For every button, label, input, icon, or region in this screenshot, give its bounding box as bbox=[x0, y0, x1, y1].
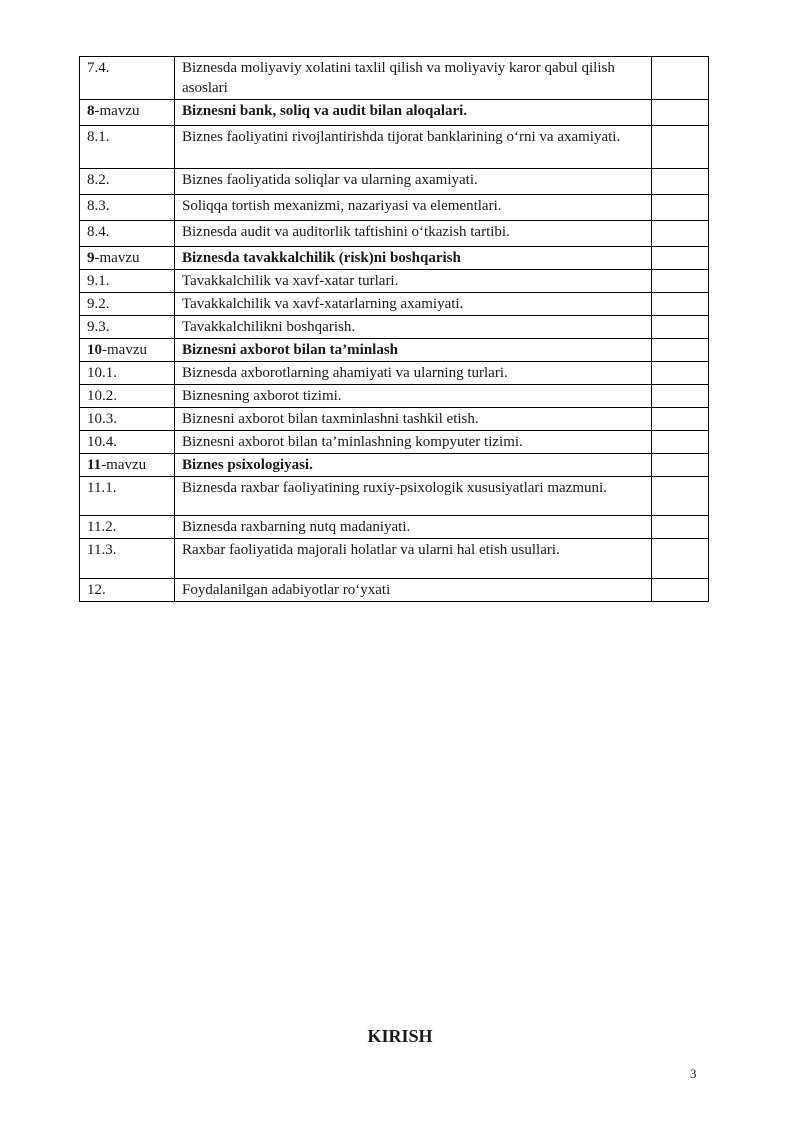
item-number: 11.3. bbox=[80, 539, 175, 579]
item-page bbox=[652, 362, 709, 385]
section-number-suffix: -mavzu bbox=[94, 103, 140, 119]
item-title: Soliqqa tortish mexanizmi, nazariyasi va elementlari. bbox=[175, 195, 652, 221]
section-row bbox=[80, 100, 709, 126]
item-number: 10.3. bbox=[80, 408, 175, 431]
section-row bbox=[80, 247, 709, 270]
section-number-suffix: -mavzu bbox=[102, 342, 147, 358]
section-heading: KIRISH bbox=[367, 1026, 433, 1046]
item-title: Tavakkalchilikni boshqarish. bbox=[175, 316, 652, 339]
item-page bbox=[652, 195, 709, 221]
item-number: 11.1. bbox=[80, 477, 175, 516]
table-row bbox=[80, 408, 709, 431]
item-page bbox=[652, 293, 709, 316]
table-row bbox=[80, 57, 709, 100]
item-page bbox=[652, 126, 709, 169]
section-title: Biznesni axborot bilan ta’minlash bbox=[175, 339, 652, 362]
item-page bbox=[652, 516, 709, 539]
item-title: Biznesda moliyaviy xolatini taxlil qilish va moliyaviy karor qabul qilish asoslari bbox=[175, 57, 652, 100]
item-number: 9.2. bbox=[80, 293, 175, 316]
item-page bbox=[652, 408, 709, 431]
item-page bbox=[652, 247, 709, 270]
item-number: 8.1. bbox=[80, 126, 175, 169]
section-number-bold: 8 bbox=[87, 103, 95, 119]
table-row bbox=[80, 579, 709, 602]
item-number: 7.4. bbox=[80, 57, 175, 100]
section-number bbox=[80, 100, 175, 126]
item-page bbox=[652, 316, 709, 339]
section-number-suffix: -mavzu bbox=[94, 250, 140, 266]
item-number: 10.2. bbox=[80, 385, 175, 408]
item-number: 10.4. bbox=[80, 431, 175, 454]
item-page bbox=[652, 579, 709, 602]
section-title: Biznes psixologiyasi. bbox=[175, 454, 652, 477]
table-row bbox=[80, 126, 709, 169]
section-number bbox=[80, 339, 175, 362]
table-row bbox=[80, 293, 709, 316]
item-number: 10.1. bbox=[80, 362, 175, 385]
item-page bbox=[652, 221, 709, 247]
item-title: Biznesda raxbarning nutq madaniyati. bbox=[175, 516, 652, 539]
item-page bbox=[652, 270, 709, 293]
item-page bbox=[652, 477, 709, 516]
item-page bbox=[652, 339, 709, 362]
item-number: 8.2. bbox=[80, 169, 175, 195]
item-page bbox=[652, 431, 709, 454]
item-title: Biznesni axborot bilan ta’minlashning kompyuter tizimi. bbox=[175, 431, 652, 454]
table-row bbox=[80, 169, 709, 195]
item-title: Tavakkalchilik va xavf-xatarlarning axamiyati. bbox=[175, 293, 652, 316]
section-number bbox=[80, 247, 175, 270]
item-number: 8.4. bbox=[80, 221, 175, 247]
item-page bbox=[652, 169, 709, 195]
section-number bbox=[80, 454, 175, 477]
item-page bbox=[652, 100, 709, 126]
table-row bbox=[80, 270, 709, 293]
page-number: 3 bbox=[690, 1066, 697, 1081]
table-row bbox=[80, 195, 709, 221]
table-row bbox=[80, 516, 709, 539]
section-number-bold: 11 bbox=[87, 457, 102, 473]
item-title: Tavakkalchilik va xavf-xatar turlari. bbox=[175, 270, 652, 293]
item-page bbox=[652, 57, 709, 100]
table-row bbox=[80, 221, 709, 247]
item-title: Biznesda axborotlarning ahamiyati va ularning turlari. bbox=[175, 362, 652, 385]
item-number: 11.2. bbox=[80, 516, 175, 539]
section-row bbox=[80, 454, 709, 477]
item-title: Foydalanilgan adabiyotlar ro‘yxati bbox=[175, 579, 652, 602]
table-row bbox=[80, 539, 709, 579]
table-of-contents bbox=[79, 56, 709, 602]
section-title: Biznesni bank, soliq va audit bilan aloqalari. bbox=[175, 100, 652, 126]
table-row bbox=[80, 316, 709, 339]
item-title: Biznes faoliyatini rivojlantirishda tijorat banklarining o‘rni va axamiyati. bbox=[175, 126, 652, 169]
section-number-suffix: -mavzu bbox=[101, 457, 147, 473]
section-number-bold: 9 bbox=[87, 250, 95, 266]
item-page bbox=[652, 454, 709, 477]
item-title: Biznesning axborot tizimi. bbox=[175, 385, 652, 408]
item-title: Biznesda audit va auditorlik taftishini o‘tkazish tartibi. bbox=[175, 221, 652, 247]
table-row bbox=[80, 477, 709, 516]
item-number: 12. bbox=[80, 579, 175, 602]
table-row bbox=[80, 362, 709, 385]
table-row bbox=[80, 385, 709, 408]
item-number: 8.3. bbox=[80, 195, 175, 221]
item-number: 9.1. bbox=[80, 270, 175, 293]
section-number-bold: 10 bbox=[87, 342, 102, 358]
item-page bbox=[652, 539, 709, 579]
item-title: Biznesni axborot bilan taxminlashni tashkil etish. bbox=[175, 408, 652, 431]
table-row bbox=[80, 431, 709, 454]
item-page bbox=[652, 385, 709, 408]
item-number: 9.3. bbox=[80, 316, 175, 339]
section-title: Biznesda tavakkalchilik (risk)ni boshqarish bbox=[175, 247, 652, 270]
item-title: Biznes faoliyatida soliqlar va ularning axamiyati. bbox=[175, 169, 652, 195]
section-row bbox=[80, 339, 709, 362]
item-title: Raxbar faoliyatida majorali holatlar va ularni hal etish usullari. bbox=[175, 539, 652, 579]
item-title: Biznesda raxbar faoliyatining ruxiy-psixologik xususiyatlari mazmuni. bbox=[175, 477, 652, 516]
